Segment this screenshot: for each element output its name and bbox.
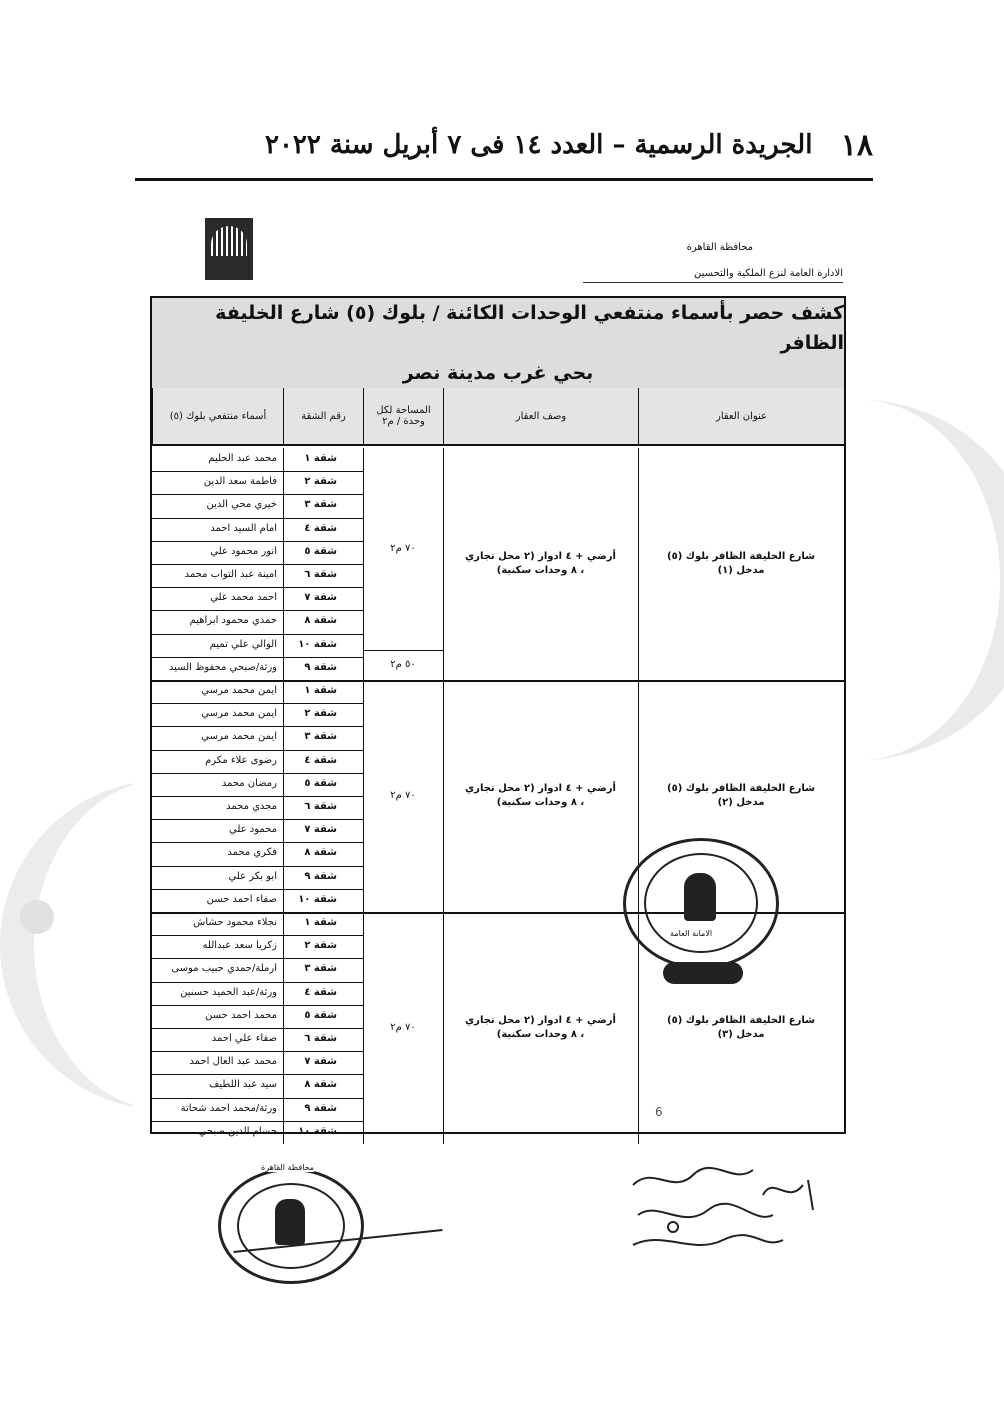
- table-title-line2: بحي غرب مدينة نصر: [402, 362, 594, 384]
- beneficiary-name: صفاء احمد حسن: [206, 893, 277, 905]
- beneficiary-name: ورثة/عبد الحميد حسنين: [180, 986, 277, 998]
- unit-number: شقة ٥: [304, 545, 337, 557]
- header-unit-no: رقم الشقة: [283, 388, 363, 446]
- row-divider: [152, 750, 363, 751]
- row-divider: [152, 518, 363, 519]
- unit-number: شقة ١: [304, 453, 337, 464]
- stamp-text: الامانة العامة: [670, 929, 713, 938]
- beneficiary-name: أرملة/حمدي حبيب موسى: [171, 963, 277, 975]
- row-divider: [152, 1098, 363, 1099]
- header-description: وصف العقار: [443, 388, 638, 446]
- unit-number: شقة ٦: [304, 801, 337, 812]
- unit-number: شقة ٦: [304, 569, 337, 580]
- unit-number: شقة ١: [304, 685, 337, 696]
- unit-number: شقة ٨: [304, 1079, 337, 1091]
- property-description: أرضي + ٤ ادوار (٢ محل تجاري ، ٨ وحدات سكنية): [465, 551, 616, 576]
- unit-number: شقة ٣: [304, 499, 337, 511]
- header-area: المساحة لكل وحدة / م٢: [363, 388, 443, 446]
- unit-number: شقة ١٠: [298, 893, 337, 905]
- table-title-line1: كشف حصر بأسماء منتفعي الوحدات الكائنة / بلوك (٥) شارع الخليفة الظافر: [215, 302, 844, 354]
- beneficiary-name: نجلاء محمود حشاش: [193, 917, 277, 928]
- beneficiary-name: امام السيد احمد: [210, 522, 277, 534]
- row-divider: [152, 726, 363, 727]
- unit-number: شقة ٨: [304, 847, 337, 859]
- beneficiary-name: محمود علي: [228, 824, 277, 836]
- beneficiary-name: الوالي علي تميم: [209, 638, 277, 650]
- beneficiaries-table: [150, 296, 846, 1137]
- gazette-title: الجريدة الرسمية – العدد ١٤ فى ٧ أبريل سنة ٢٠٢٢: [265, 130, 813, 160]
- row-divider: [152, 773, 363, 774]
- row-divider: [152, 1074, 363, 1075]
- unit-number: شقة ٩: [304, 870, 337, 882]
- row-divider: [152, 1028, 363, 1029]
- row-divider: [152, 982, 363, 983]
- unit-number: شقة ٤: [304, 986, 337, 998]
- column-divider: [363, 448, 364, 1144]
- row-divider: [152, 703, 363, 704]
- gazette-header: [135, 118, 873, 181]
- unit-number: شقة ٢: [304, 940, 337, 952]
- unit-number: شقة ٧: [304, 824, 337, 836]
- row-divider: [152, 564, 363, 565]
- beneficiary-name: محمد احمد حسن: [205, 1009, 277, 1021]
- area-value: ٧٠ م٢: [390, 1022, 416, 1033]
- beneficiary-name: رمضان محمد: [221, 777, 277, 789]
- row-divider: [152, 1121, 363, 1122]
- unit-number: شقة ٣: [304, 731, 337, 743]
- beneficiary-name: أبو بكر علي: [228, 870, 277, 882]
- area-value: ٧٠ م٢: [390, 790, 416, 801]
- property-description: أرضي + ٤ ادوار (٢ محل تجاري ، ٨ وحدات سكنية): [465, 783, 616, 808]
- row-divider: [152, 889, 363, 890]
- beneficiary-name: امينة عبد التواب محمد: [184, 569, 277, 580]
- governorate-label: محافظة القاهرة: [686, 242, 753, 253]
- unit-number: شقة ٥: [304, 777, 337, 789]
- row-divider: [152, 935, 363, 936]
- footer-mark: 6: [655, 1105, 663, 1119]
- row-divider: [152, 866, 363, 867]
- unit-number: شقة ٧: [304, 1056, 337, 1068]
- row-divider: [152, 634, 363, 635]
- beneficiary-name: احمد محمد علي: [210, 592, 277, 604]
- row-divider: [152, 494, 363, 495]
- unit-number: شقة ١: [304, 917, 337, 928]
- unit-number: شقة ٧: [304, 592, 337, 604]
- unit-number: شقة ٦: [304, 1033, 337, 1044]
- unit-number: شقة ٢: [304, 708, 337, 720]
- row-divider: [152, 471, 363, 472]
- stamp-text-bottom: محافظة القاهرة: [261, 1163, 315, 1172]
- unit-number: شقة ٢: [304, 476, 337, 488]
- row-divider: [152, 657, 363, 658]
- beneficiary-name: ورثة/محمد احمد شحاتة: [180, 1102, 277, 1114]
- unit-number: شقة ٨: [304, 615, 337, 627]
- table-title: [152, 298, 844, 390]
- row-divider: [152, 541, 363, 542]
- unit-number: شقة ٤: [304, 754, 337, 766]
- beneficiary-name: خيري محي الدين: [206, 499, 277, 511]
- header-names: أسماء منتفعي بلوك (٥): [152, 388, 283, 446]
- page-number: ١٨: [840, 128, 873, 163]
- beneficiary-name: سيد عبد اللطيف: [209, 1079, 277, 1091]
- beneficiary-name: ورثة/صبحي محفوظ السيد: [168, 661, 277, 673]
- beneficiary-name: محمد عبد الحليم: [208, 453, 277, 464]
- property-address: شارع الخليفة الظافر بلوك (٥) مدخل (٢): [667, 783, 815, 808]
- row-divider: [152, 819, 363, 820]
- area-value: ٧٠ م٢: [390, 542, 416, 554]
- unit-number: شقة ٥: [304, 1009, 337, 1021]
- watermark-arc-right: [860, 400, 1004, 760]
- row-divider: [152, 610, 363, 611]
- scanned-document: [133, 200, 863, 1280]
- row-divider: [152, 1005, 363, 1006]
- official-stamp-bottom: [218, 1163, 364, 1284]
- department-label: الادارة العامة لنزع الملكية والتحسين: [583, 268, 843, 283]
- beneficiary-name: ايمن محمد مرسي: [201, 708, 277, 720]
- column-divider: [283, 448, 284, 1144]
- beneficiary-name: فكري محمد: [227, 847, 277, 859]
- ministry-logo: [205, 218, 253, 280]
- official-stamp-center: [623, 838, 779, 969]
- beneficiary-name: حسام الدين صبحي: [198, 1125, 277, 1137]
- beneficiary-name: ايمن محمد مرسي: [201, 731, 277, 743]
- unit-number: شقة ٩: [304, 1102, 337, 1114]
- beneficiary-name: مجدي محمد: [226, 801, 277, 812]
- unit-number: شقة ١٠: [298, 638, 337, 650]
- property-address: شارع الخليفة الظافر بلوك (٥) مدخل (١): [667, 551, 815, 576]
- unit-number: شقة ١٠: [298, 1125, 337, 1137]
- beneficiary-name: أنور محمود علي: [210, 545, 277, 557]
- beneficiary-name: ايمن محمد مرسي: [201, 685, 277, 696]
- beneficiary-name: محمد عبد العال احمد: [189, 1056, 277, 1068]
- row-divider: [152, 796, 363, 797]
- row-divider: [152, 1051, 363, 1052]
- beneficiary-name: فاطمة سعد الدين: [203, 476, 277, 488]
- unit-number: شقة ٣: [304, 963, 337, 975]
- property-address: شارع الخليفة الظافر بلوك (٥) مدخل (٣): [667, 1015, 815, 1040]
- column-divider: [638, 448, 639, 1144]
- beneficiary-name: رضوى علاء مكرم: [205, 754, 277, 766]
- stamp-smudge: [663, 962, 743, 984]
- signatures: [613, 1155, 833, 1265]
- row-divider: [152, 842, 363, 843]
- beneficiary-name: صفاء علي احمد: [211, 1033, 277, 1044]
- eagle-emblem-icon: [275, 1199, 305, 1245]
- row-divider: [152, 587, 363, 588]
- property-description: أرضي + ٤ ادوار (٢ محل تجاري ، ٨ وحدات سكنية): [465, 1015, 616, 1040]
- unit-number: شقة ٩: [304, 661, 337, 673]
- column-divider: [443, 448, 444, 1144]
- unit-number: شقة ٤: [304, 522, 337, 534]
- watermark-dot: [20, 900, 54, 934]
- beneficiary-name: حمدي محمود ابراهيم: [189, 615, 277, 627]
- header-address: عنوان العقار: [638, 388, 844, 446]
- row-divider: [152, 958, 363, 959]
- eagle-emblem-icon: [684, 873, 716, 921]
- beneficiary-name: زكريا سعد عبدالله: [202, 940, 277, 952]
- area-value-extra: ٥٠ م٢: [390, 658, 416, 670]
